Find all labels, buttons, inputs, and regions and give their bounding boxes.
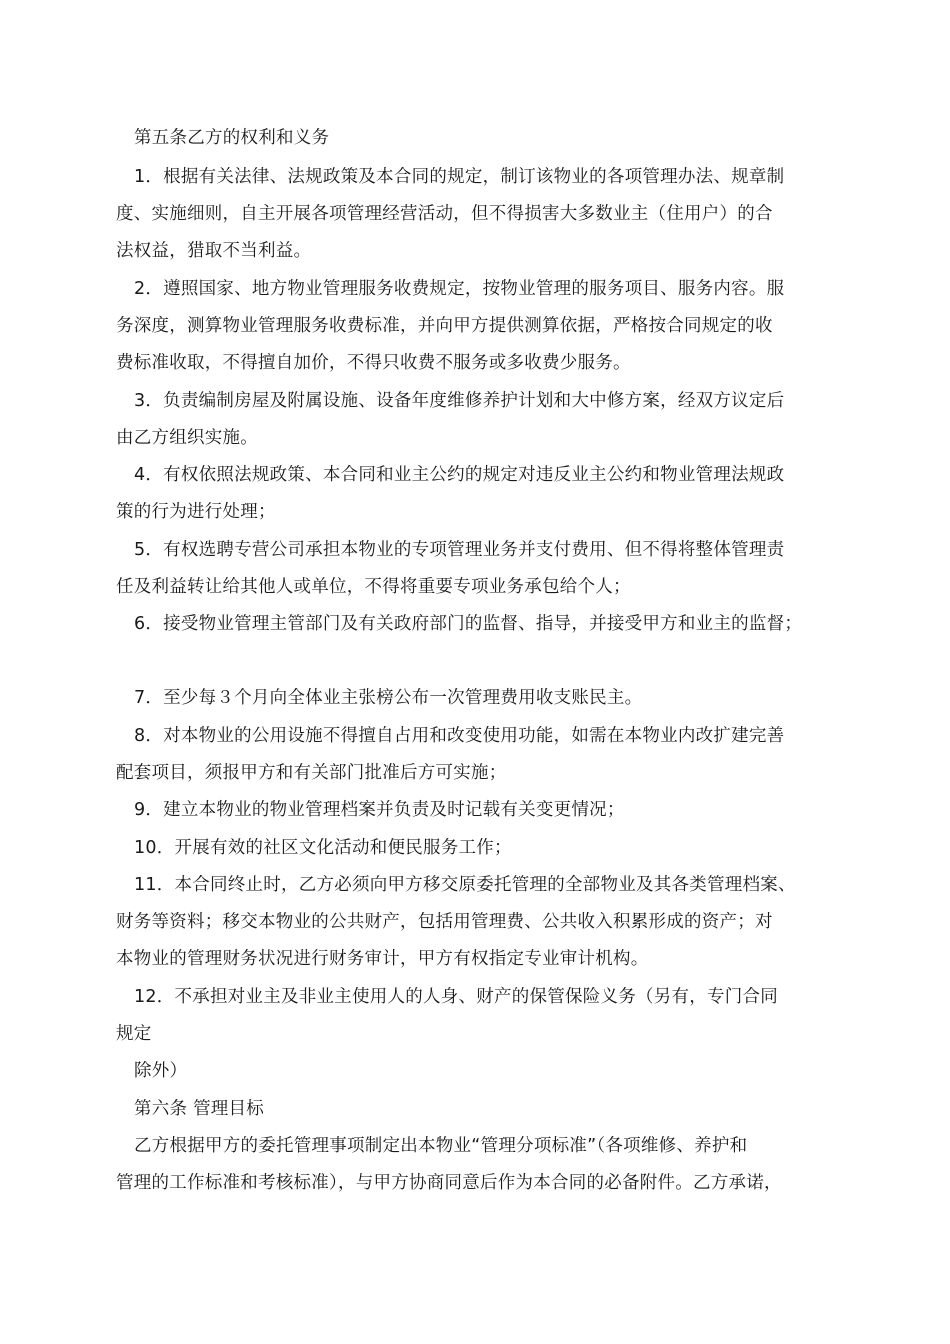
clause-2-line-1: 2．遵照国家、地方物业管理服务收费规定，按物业管理的服务项目、服务内容。服 xyxy=(134,279,785,299)
clause-11-line-3: 本物业的管理财务状况进行财务审计，甲方有权指定专业审计机构。 xyxy=(116,949,649,969)
clause-4-line-1: 4．有权依照法规政策、本合同和业主公约的规定对违反业主公约和物业管理法规政 xyxy=(134,465,785,485)
clause-2-line-2: 务深度，测算物业管理服务收费标准，并向甲方提供测算依据，严格按合同规定的收 xyxy=(116,316,773,336)
clause-9-line-1: 9．建立本物业的物业管理档案并负责及时记载有关变更情况； xyxy=(134,800,625,820)
clause-1-line-2: 度、实施细则，自主开展各项管理经营活动，但不得损害大多数业主（住用户）的合 xyxy=(116,204,773,224)
clause-12-line-1: 12．不承担对业主及非业主使用人的人身、财产的保管保险义务（另有，专门合同 xyxy=(134,987,779,1007)
clause-11-line-1: 11．本合同终止时，乙方必须向甲方移交原委托管理的全部物业及其各类管理档案、 xyxy=(134,875,796,895)
clause-1-line-1: 1．根据有关法律、法规政策及本合同的规定，制订该物业的各项管理办法、规章制 xyxy=(134,167,785,187)
article-6-heading: 第六条 管理目标 xyxy=(134,1099,265,1119)
article-6-body-line-1: 乙方根据甲方的委托管理事项制定出本物业“管理分项标准”（各项维修、养护和 xyxy=(134,1136,748,1156)
clause-12-line-2: 规定 xyxy=(116,1024,152,1044)
clause-11-line-2: 财务等资料；移交本物业的公共财产，包括用管理费、公共收入积累形成的资产；对 xyxy=(116,912,773,932)
clause-2-line-3: 费标准收取，不得擅自加价，不得只收费不服务或多收费少服务。 xyxy=(116,353,631,373)
clause-5-line-2: 任及利益转让给其他人或单位，不得将重要专项业务承包给个人； xyxy=(116,577,631,597)
clause-4-line-2: 策的行为进行处理； xyxy=(116,502,276,522)
clause-5-line-1: 5．有权选聘专营公司承担本物业的专项管理业务并支付费用、但不得将整体管理责 xyxy=(134,540,785,560)
clause-6-line-1: 6．接受物业管理主管部门及有关政府部门的监督、指导，并接受甲方和业主的监督； xyxy=(134,614,803,634)
clause-12-line-3: 除外） xyxy=(134,1061,188,1081)
clause-3-line-2: 由乙方组织实施。 xyxy=(116,428,258,448)
clause-3-line-1: 3．负责编制房屋及附属设施、设备年度维修养护计划和大中修方案，经双方议定后 xyxy=(134,391,785,411)
clause-8-line-1: 8．对本物业的公用设施不得擅自占用和改变使用功能，如需在本物业内改扩建完善 xyxy=(134,726,785,746)
clause-10-line-1: 10．开展有效的社区文化活动和便民服务工作； xyxy=(134,838,512,858)
clause-8-line-2: 配套项目，须报甲方和有关部门批准后方可实施； xyxy=(116,763,507,783)
article-5-heading: 第五条乙方的权利和义务 xyxy=(134,128,330,148)
clause-1-line-3: 法权益，猎取不当利益。 xyxy=(116,241,312,261)
clause-7-line-1: 7．至少每３个月向全体业主张榜公布一次管理费用收支账民主。 xyxy=(134,688,643,708)
article-6-body-line-2: 管理的工作标准和考核标准），与甲方协商同意后作为本合同的必备附件。乙方承诺， xyxy=(116,1173,782,1193)
